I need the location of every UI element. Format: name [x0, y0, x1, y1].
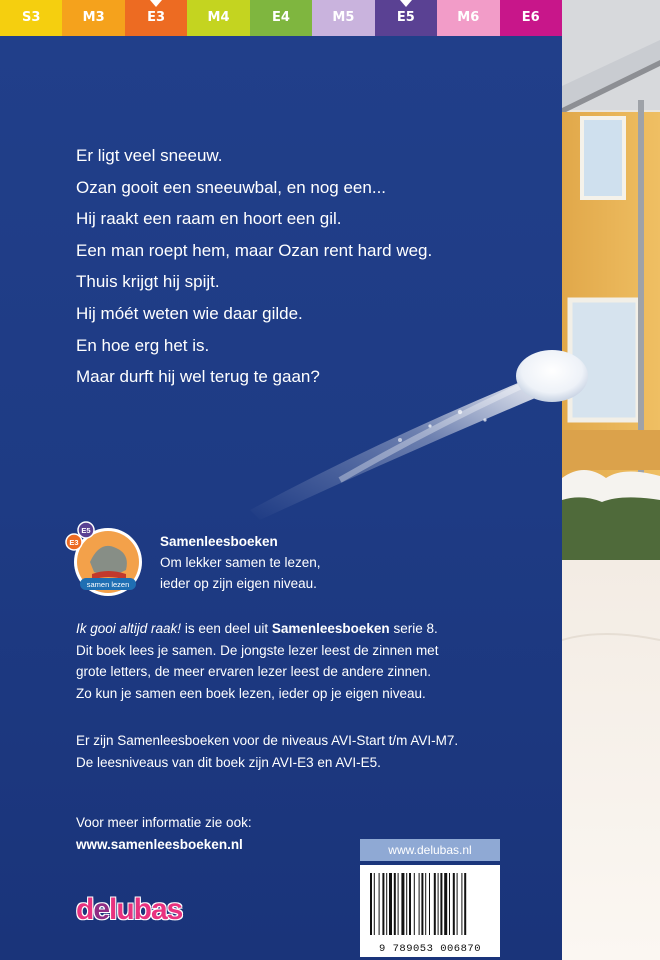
level-tab-label: M4 [207, 10, 230, 25]
story-line: Hij raakt een raam en hoort een gil. [76, 209, 342, 229]
barcode-area [360, 839, 500, 957]
levels-line1: Er zijn Samenleesboeken voor de niveaus AVI-Start t/m AVI-M7. [76, 733, 459, 748]
level-tab-label: M3 [82, 10, 105, 25]
book-description [76, 618, 438, 704]
description-line4: Zo kun je samen een boek lezen, ieder op je eigen niveau. [76, 685, 426, 701]
logo-badge-top-level: E5 [81, 526, 91, 535]
samenleesboeken-link[interactable]: www.samenleesboeken.nl [76, 836, 243, 852]
barcode-bar [453, 873, 455, 935]
barcode-bar [406, 873, 407, 935]
publisher-website-link[interactable]: www.delubas.nl [360, 839, 500, 861]
barcode-bar [414, 873, 415, 935]
story-line: Maar durft hij wel terug te gaan? [76, 367, 320, 387]
active-level-marker-icon [150, 0, 162, 7]
more-info [76, 812, 252, 855]
more-info-label: Voor meer informatie zie ook: [76, 815, 252, 830]
active-level-marker-icon [400, 0, 412, 7]
logo-ribbon-text: samen lezen [86, 580, 130, 589]
barcode-bar [386, 873, 387, 935]
story-line: Ozan gooit een sneeuwbal, en nog een... [76, 177, 387, 197]
story-line: Thuis krijgt hij spijt. [76, 272, 220, 292]
barcode-bar [419, 873, 420, 935]
logo-badge-left-level: E3 [69, 538, 79, 547]
level-tab-e3 [125, 0, 187, 36]
description-text-b: serie 8. [389, 621, 438, 636]
description-line3: grote letters, de meer ervaren lezer leest de andere zinnen. [76, 664, 431, 679]
isbn-digits: 9 789053 006870 [378, 943, 481, 955]
series-tagline-line1: Om lekker samen te lezen, [160, 555, 321, 570]
levels-line2: De leesniveaus van dit boek zijn AVI-E3 en AVI-E5. [76, 754, 381, 770]
level-tab-label: S3 [22, 10, 41, 25]
story-line: Hij móét weten wie daar gilde. [76, 303, 303, 323]
series-name: Samenleesboeken [271, 621, 390, 636]
samen-lezen-logo [64, 518, 148, 602]
barcode-bar [398, 873, 399, 935]
level-tab-label: E6 [521, 10, 540, 25]
barcode-bar [370, 873, 372, 935]
barcode-bars [360, 869, 500, 941]
barcode-bar [438, 873, 439, 935]
level-tab-e6 [500, 0, 562, 36]
barcode-bar [434, 873, 436, 935]
barcode-bar [461, 873, 462, 935]
barcode-bar [394, 873, 396, 935]
publisher-logo-part1: d [76, 893, 94, 926]
barcode-bar [464, 873, 466, 935]
level-tab-label: M6 [457, 10, 480, 25]
story-line: Er ligt veel sneeuw. [76, 146, 223, 165]
story-line: En hoe erg het is. [76, 335, 210, 355]
barcode-bar [401, 873, 404, 935]
barcode-bar [425, 873, 426, 935]
level-tab-m4 [187, 0, 249, 36]
barcode-bar [409, 873, 411, 935]
barcode-bar [444, 873, 447, 935]
barcode-bar [449, 873, 450, 935]
barcode-bar [389, 873, 392, 935]
story-summary [76, 140, 432, 393]
barcode-bar [457, 873, 458, 935]
series-title: Samenleesboeken [160, 534, 278, 549]
level-tab-label: E5 [396, 10, 415, 25]
series-intro [160, 531, 321, 594]
level-tab-m3 [62, 0, 124, 36]
series-tagline-line2: ieder op zijn eigen niveau. [160, 576, 317, 591]
barcode-bar [440, 873, 442, 935]
level-tab-bar [0, 0, 562, 36]
description-line1 [76, 618, 438, 640]
description-text-a: is een deel uit [181, 621, 272, 636]
barcode-bar [379, 873, 380, 935]
level-tab-m6 [437, 0, 499, 36]
publisher-logo [76, 893, 182, 927]
level-tab-label: M5 [332, 10, 355, 25]
reading-levels-info [76, 730, 458, 773]
level-tab-label: E3 [147, 10, 166, 25]
story-line: Een man roept hem, maar Ozan rent hard weg. [76, 240, 433, 260]
book-title: Ik gooi altijd raak! [76, 621, 182, 636]
publisher-logo-part2: lubas [109, 893, 183, 926]
level-tab-e4 [250, 0, 312, 36]
barcode-bar [374, 873, 375, 935]
barcode-bar [429, 873, 430, 935]
barcode-bar [421, 873, 423, 935]
description-line2: Dit boek lees je samen. De jongste lezer leest de zinnen met [76, 642, 439, 658]
level-tab-s3 [0, 0, 62, 36]
publisher-logo-e: e [93, 893, 110, 926]
level-tab-m5 [312, 0, 374, 36]
level-tab-label: E4 [272, 10, 290, 25]
isbn-barcode [360, 865, 500, 957]
barcode-bar [382, 873, 384, 935]
level-tab-e5 [375, 0, 437, 36]
